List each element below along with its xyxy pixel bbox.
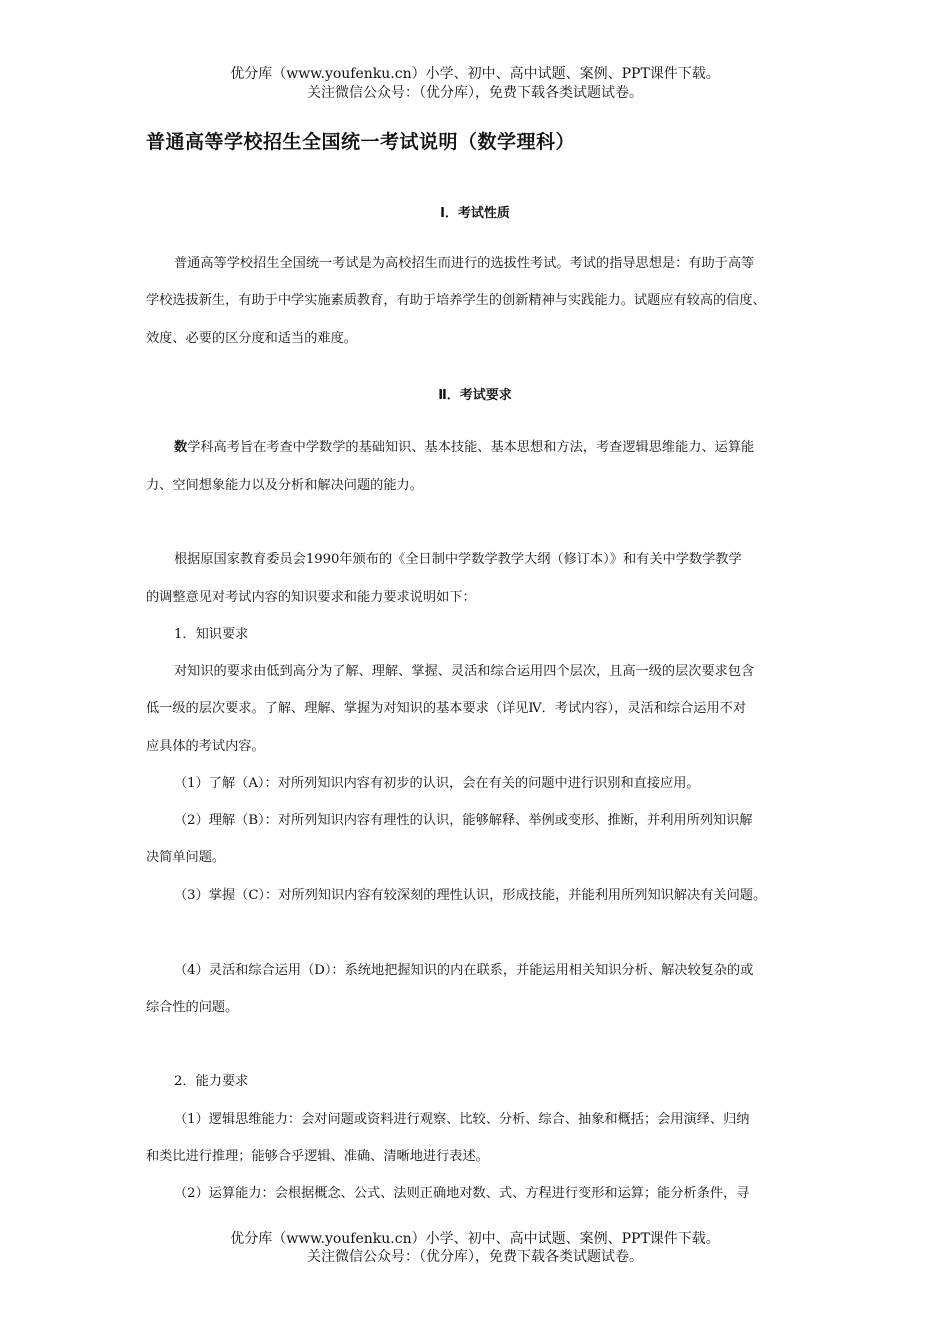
- subheading-ability: 2．能力要求: [174, 1074, 249, 1089]
- paragraph-line: 学校选拔新生，有助于中学实施素质教育，有助于培养学生的创新精神与实践能力。试题应有较高的信度、: [146, 293, 766, 308]
- header-line-1: 优分库（www.youfenku.cn）小学、初中、高中试题、案例、PPT课件下载。: [230, 66, 720, 82]
- footer-line-1: 优分库（www.youfenku.cn）小学、初中、高中试题、案例、PPT课件下载。: [230, 1231, 720, 1247]
- ability-item: （1）逻辑思维能力：会对问题或资料进行观察、比较、分析、综合、抽象和概括；会用演绎、归纳: [174, 1112, 750, 1127]
- level-item: （1）了解（A）：对所列知识内容有初步的认识，会在有关的问题中进行识别和直接应用。: [174, 776, 700, 791]
- level-item: （2）理解（B）：对所列知识内容有理性的认识，能够解释、举例或变形、推断，并利用所列知识解: [174, 813, 753, 828]
- footer-line-2: 关注微信公众号：（优分库），免费下载各类试题试卷。: [307, 1249, 643, 1265]
- level-item-continued: 决简单问题。: [146, 850, 226, 865]
- paragraph-line: 对知识的要求由低到高分为了解、理解、掌握、灵活和综合运用四个层次，且高一级的层次要求包含: [174, 664, 755, 679]
- ability-item: （2）运算能力：会根据概念、公式、法则正确地对数、式、方程进行变形和运算；能分析条件，寻: [174, 1186, 750, 1201]
- level-item-continued: 综合性的问题。: [146, 1000, 239, 1015]
- paragraph-line: 根据原国家教育委员会1990年颁布的《全日制中学数学教学大纲（修订本）》和有关中学数学教学: [174, 552, 742, 567]
- paragraph-line: 效度、必要的区分度和适当的难度。: [146, 331, 357, 346]
- paragraph-lead-char: 数: [174, 440, 188, 455]
- paragraph-text: 学科高考旨在考查中学数学的基础知识、基本技能、基本思想和方法，考查逻辑思维能力、运算能: [187, 440, 755, 455]
- level-item: （3）掌握（C）：对所列知识内容有较深刻的理性认识，形成技能，并能利用所列知识解决有关问题。: [174, 888, 767, 903]
- section-heading-exam-requirements: Ⅱ．考试要求: [438, 388, 512, 403]
- paragraph-line: [174, 439, 754, 457]
- paragraph-line: 普通高等学校招生全国统一考试是为高校招生而进行的选拔性考试。考试的指导思想是：有助于高等: [174, 256, 755, 271]
- ability-item-continued: 和类比进行推理；能够合乎逻辑、准确、清晰地进行表述。: [146, 1149, 489, 1164]
- paragraph-line: 应具体的考试内容。: [146, 739, 265, 754]
- document-title: 普通高等学校招生全国统一考试说明（数学理科）: [146, 131, 576, 153]
- subheading-knowledge: 1．知识要求: [174, 627, 249, 642]
- paragraph-line: 低一级的层次要求。了解、理解、掌握为对知识的基本要求（详见Ⅳ．考试内容），灵活和综合运用不对: [146, 701, 747, 716]
- section-heading-exam-nature: Ⅰ．考试性质: [440, 206, 510, 221]
- level-item: （4）灵活和综合运用（D）：系统地把握知识的内在联系，并能运用相关知识分析、解决较复杂的或: [174, 963, 754, 978]
- paragraph-line: 的调整意见对考试内容的知识要求和能力要求说明如下：: [146, 590, 476, 605]
- header-line-2: 关注微信公众号：（优分库），免费下载各类试题试卷。: [307, 85, 643, 101]
- paragraph-line: 力、空间想象能力以及分析和解决问题的能力。: [146, 478, 423, 493]
